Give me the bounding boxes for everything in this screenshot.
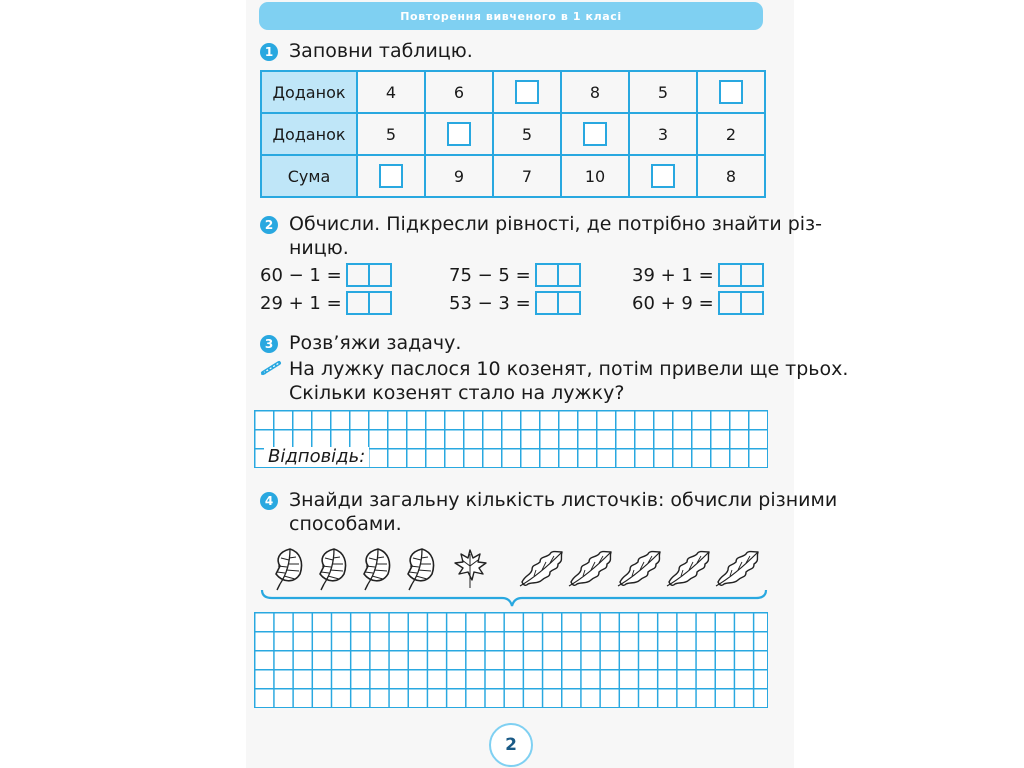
table-cell [629, 155, 697, 197]
row-label: Доданок [261, 113, 357, 155]
equation-text: 39 + 1 = [632, 264, 714, 286]
two-digit-answer-box[interactable] [346, 291, 392, 315]
birch-leaf-icon [408, 549, 434, 590]
table-row [261, 71, 765, 113]
task1-text: Заповни таблицю. [289, 40, 473, 62]
equation-text: 60 − 1 = [260, 264, 342, 286]
table-cell: 6 [425, 71, 493, 113]
equation-text: 29 + 1 = [260, 292, 342, 314]
table-cell: 8 [697, 155, 765, 197]
table-cell [697, 71, 765, 113]
row-label: Доданок [261, 71, 357, 113]
oak-leaf-icon [618, 552, 660, 587]
table-cell: 5 [357, 113, 425, 155]
leaves-illustration [258, 540, 770, 610]
equation [449, 291, 581, 315]
oak-leaf-icon [569, 552, 611, 587]
table-cell: 5 [493, 113, 561, 155]
task2-line2: ницю. [289, 237, 349, 259]
two-digit-answer-box[interactable] [718, 263, 764, 287]
task-number-4: 4 [260, 492, 278, 510]
table-cell: 5 [629, 71, 697, 113]
birch-leaf-icon [276, 549, 302, 590]
task-number-2: 2 [260, 216, 278, 234]
task-number-3: 3 [260, 335, 278, 353]
table-cell: 9 [425, 155, 493, 197]
table-cell [357, 155, 425, 197]
task-number-1: 1 [260, 43, 278, 61]
two-digit-answer-box[interactable] [535, 291, 581, 315]
table-cell: 4 [357, 71, 425, 113]
equation-text: 53 − 3 = [449, 292, 531, 314]
table-cell: 10 [561, 155, 629, 197]
addition-table [260, 70, 766, 198]
answer-box[interactable] [583, 122, 607, 146]
birch-leaf-icon [320, 549, 346, 590]
equation [449, 263, 581, 287]
answer-box[interactable] [379, 164, 403, 188]
birch-leaf-icon [364, 549, 390, 590]
table-row [261, 113, 765, 155]
section-title: Повторення вивченого в 1 класі [400, 9, 622, 23]
answer-box[interactable] [651, 164, 675, 188]
answer-box[interactable] [447, 122, 471, 146]
table-cell [561, 113, 629, 155]
table-row [261, 155, 765, 197]
maple-leaf-icon [455, 550, 486, 588]
pencil-icon [260, 360, 284, 376]
task2-line1: Обчисли. Підкресли рівності, де потрібно знайти різ- [289, 213, 823, 235]
task3-text: Розв’яжи задачу. [289, 332, 462, 354]
equation [632, 263, 764, 287]
two-digit-answer-box[interactable] [535, 263, 581, 287]
answer-label: Відповідь: [264, 447, 369, 467]
table-cell [493, 71, 561, 113]
oak-leaf-icon [520, 552, 562, 587]
equation-text: 75 − 5 = [449, 264, 531, 286]
equation [260, 291, 392, 315]
table-cell: 3 [629, 113, 697, 155]
row-label: Сума [261, 155, 357, 197]
oak-leaf-icon [667, 552, 709, 587]
task4-line2: способами. [289, 513, 402, 535]
answer-box[interactable] [515, 80, 539, 104]
task3-line1: На лужку паслося 10 козенят, потім привели ще трьох. [289, 358, 849, 380]
equation [632, 291, 764, 315]
answer-box[interactable] [719, 80, 743, 104]
table-cell: 7 [493, 155, 561, 197]
brace-icon [262, 590, 766, 606]
oak-leaf-icon [716, 552, 758, 587]
equation [260, 263, 392, 287]
two-digit-answer-box[interactable] [718, 291, 764, 315]
equation-text: 60 + 9 = [632, 292, 714, 314]
table-cell: 2 [697, 113, 765, 155]
calculation-grid[interactable] [254, 612, 768, 708]
table-cell: 8 [561, 71, 629, 113]
two-digit-answer-box[interactable] [346, 263, 392, 287]
task4-line1: Знайди загальну кількість листочків: обчисли різними [289, 489, 838, 511]
table-cell [425, 113, 493, 155]
section-header [259, 2, 763, 30]
task3-line2: Скільки козенят стало на лужку? [289, 382, 625, 404]
page-number: 2 [489, 723, 533, 767]
